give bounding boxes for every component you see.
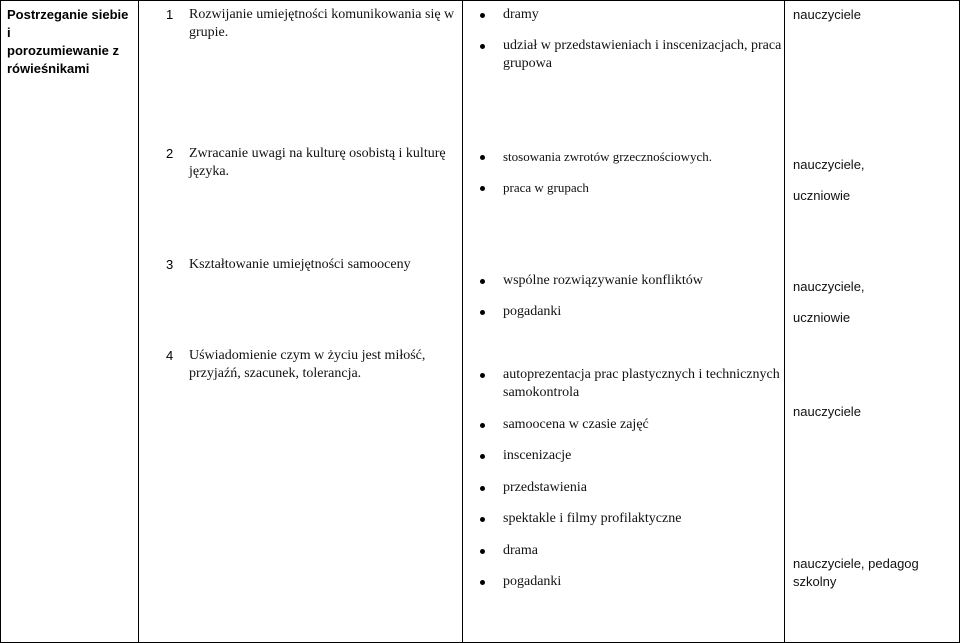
bullet-icon (480, 486, 485, 491)
method-item: inscenizacje (503, 448, 572, 463)
goal-text: Rozwijanie umiejętności komunikowania się w (189, 7, 455, 22)
method-item: udział w przedstawieniach i inscenizacjach, praca (503, 38, 782, 53)
column-divider (138, 0, 139, 643)
bullet-icon (480, 310, 485, 315)
bullet-icon (480, 13, 485, 18)
method-item: spektakle i filmy profilaktyczne (503, 511, 682, 526)
row-number: 1 (166, 7, 174, 22)
column-divider (784, 0, 785, 643)
method-item: drama (503, 543, 538, 558)
responsible-text: nauczyciele, (793, 279, 865, 294)
bullet-icon (480, 517, 485, 522)
responsible-text: nauczyciele, pedagog (793, 556, 919, 571)
method-item: pogadanki (503, 304, 562, 319)
responsible-text: nauczyciele (793, 7, 861, 22)
method-item: samoocena w czasie zajęć (503, 417, 649, 432)
goal-text: Uświadomienie czym w życiu jest miłość, (189, 348, 426, 363)
goal-text: języka. (189, 164, 230, 179)
goal-text: Kształtowanie umiejętności samooceny (189, 257, 411, 272)
column-divider (462, 0, 463, 643)
method-item: wspólne rozwiązywanie konfliktów (503, 273, 703, 288)
responsible-text: uczniowie (793, 310, 851, 325)
goal-text: Zwracanie uwagi na kulturę osobistą i kulturę (189, 146, 446, 161)
bullet-icon (480, 279, 485, 284)
responsible-text: nauczyciele (793, 404, 861, 419)
bullet-icon (480, 186, 485, 191)
responsible-text: nauczyciele, (793, 157, 865, 172)
method-item: grupowa (503, 56, 552, 71)
method-item: przedstawienia (503, 480, 587, 495)
responsible-text: uczniowie (793, 188, 851, 203)
bullet-icon (480, 44, 485, 49)
goal-text: przyjaźń, szacunek, tolerancja. (189, 366, 362, 381)
bullet-icon (480, 373, 485, 378)
method-item: pogadanki (503, 574, 562, 589)
method-item: praca w grupach (503, 180, 589, 195)
responsible-text: szkolny (793, 574, 837, 589)
row-number: 3 (166, 257, 174, 272)
bullet-icon (480, 549, 485, 554)
topic-line: porozumiewanie z (7, 43, 119, 58)
row-number: 2 (166, 146, 174, 161)
method-item: stosowania zwrotów grzecznościowych. (503, 149, 713, 164)
bullet-icon (480, 155, 485, 160)
topic-cell (7, 6, 132, 78)
row-number: 4 (166, 348, 174, 363)
bullet-icon (480, 580, 485, 585)
bullet-icon (480, 454, 485, 459)
goal-text: grupie. (189, 25, 229, 40)
method-item: samokontrola (503, 385, 580, 400)
method-item: dramy (503, 7, 539, 22)
topic-line: rówieśnikami (7, 61, 90, 76)
bullet-icon (480, 423, 485, 428)
topic-line: Postrzeganie siebie i (7, 7, 129, 40)
method-item: autoprezentacja prac plastycznych i technicznych (503, 367, 780, 382)
